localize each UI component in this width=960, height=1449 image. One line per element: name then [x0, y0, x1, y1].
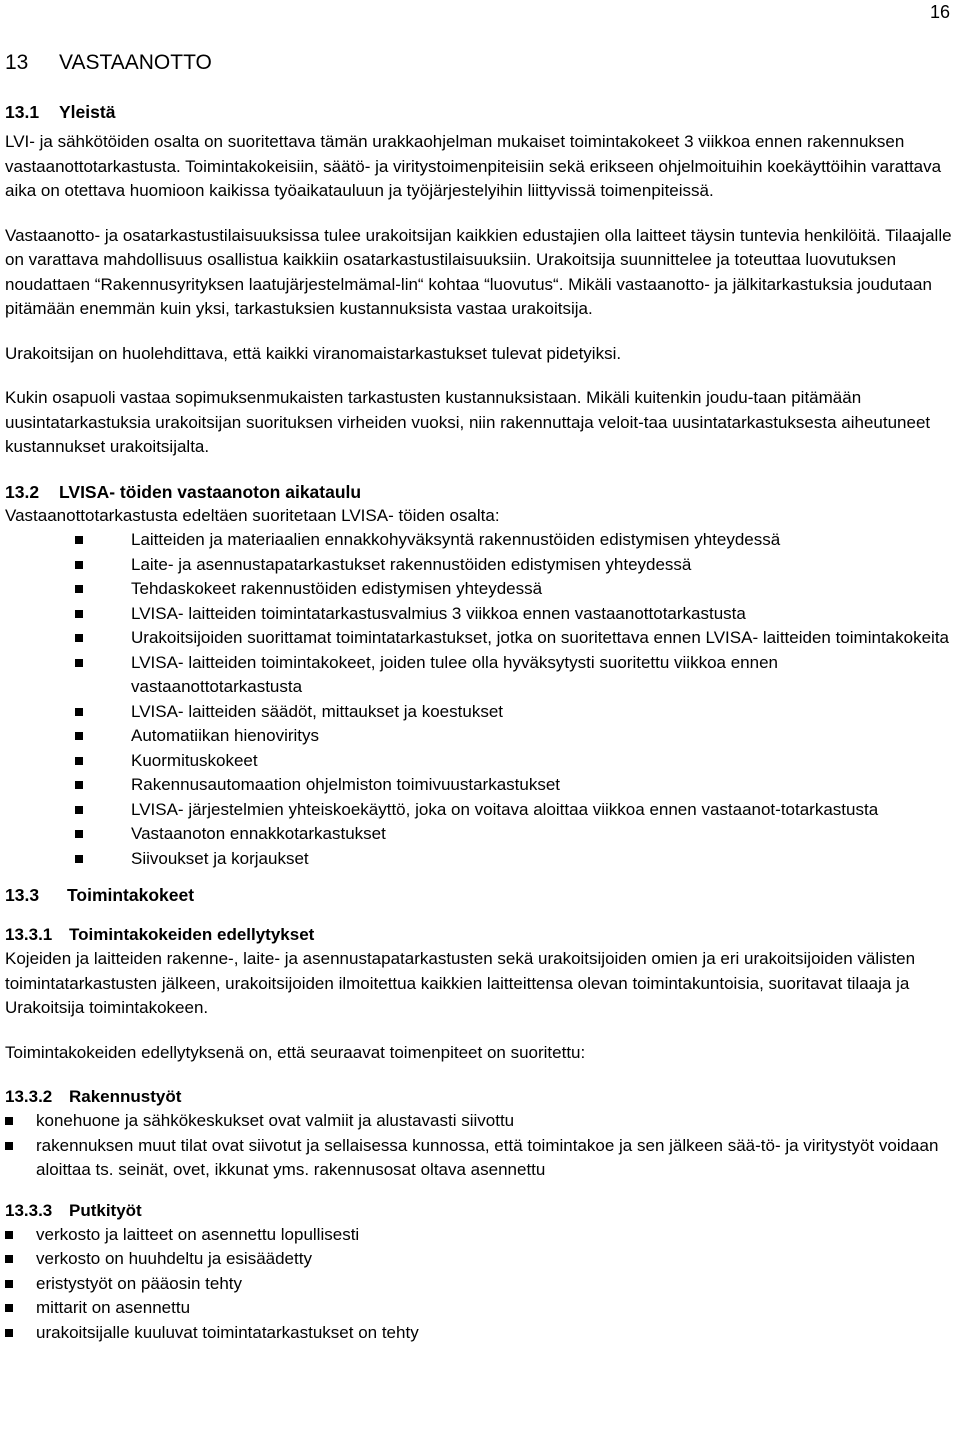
chapter-title: VASTAANOTTO [59, 51, 212, 74]
list-item: konehuone ja sähkökeskukset ovat valmiit ja alustavasti siivottu [5, 1109, 953, 1134]
bullet-list [5, 528, 953, 871]
list-item: Siivoukset ja korjaukset [5, 847, 953, 872]
list-item: eristystyöt on pääosin tehty [5, 1272, 953, 1297]
section-heading-13-2 [5, 480, 953, 504]
subsection-heading-13-3-2 [5, 1085, 953, 1109]
list-item: Vastaanoton ennakkotarkastukset [5, 822, 953, 847]
paragraph: Kukin osapuoli vastaa sopimuksenmukaisten tarkastusten kustannuksistaan. Mikäli kuitenkin joudu-taan pitämään uusintatarkastuksia urakoitsijan suorituksen virheiden vuoksi, niin rakennuttaja veloit-taa uusintatarkastuksesta aiheutuneet kustannukset urakoitsijalta. [5, 388, 931, 456]
section-number: 13.2 [5, 481, 40, 502]
list-item: Laite- ja asennustapatarkastukset rakennustöiden edistymisen yhteydessä [5, 553, 953, 578]
subsection-heading-13-3-3 [5, 1199, 953, 1223]
bullet-list [5, 1223, 953, 1346]
paragraph: Urakoitsijan on huolehdittava, että kaikki viranomaistarkastukset tulevat pidetyiksi. [5, 343, 622, 363]
page-content [5, 48, 953, 1345]
list-item: LVISA- laitteiden säädöt, mittaukset ja koestukset [5, 700, 953, 725]
paragraph: LVI- ja sähkötöiden osalta on suoritettava tämän urakkaohjelman mukaiset toimintakokeet 3 viikkoa ennen rakennuksen vastaanottotarkastusta. Toimintakokeisiin, säätö- ja viritystoimenpiteisiin sekä erikseen ohjelmoituihin koekäyttöihin varattava aika on otettava huomioon kaikissa työaikatauluun ja työjärjestelyihin liittyvissä toimenpiteissä. [5, 132, 942, 200]
subsection-heading-13-3-1 [5, 923, 953, 947]
section-heading-13-3 [5, 883, 953, 907]
list-item: Urakoitsijoiden suorittamat toimintatarkastukset, jotka on suoritettava ennen LVISA- laitteiden toimintakokeita [5, 626, 953, 651]
bullet-list [5, 1109, 953, 1183]
chapter-number: 13 [5, 51, 29, 74]
subsection-number: 13.3.2 [5, 1087, 53, 1106]
subsection-number: 13.3.3 [5, 1200, 53, 1220]
list-item: Kuormituskokeet [5, 749, 953, 774]
list-item: Laitteiden ja materiaalien ennakkohyväksyntä rakennustöiden edistymisen yhteydessä [5, 528, 953, 553]
list-item: LVISA- järjestelmien yhteiskoekäyttö, joka on voitava aloittaa viikkoa ennen vastaanot-totarkastusta [5, 798, 953, 823]
section-number: 13.1 [5, 102, 40, 122]
list-item: rakennuksen muut tilat ovat siivotut ja sellaisessa kunnossa, että toimintakoe ja sen jälkeen sää-tö- ja viritystyöt voidaan aloittaa ts. seinät, ovet, ikkunat yms. rakennusosat oltava asennettu [5, 1134, 953, 1183]
subsection-title: Toimintakokeiden edellytykset [69, 925, 315, 944]
list-item: verkosto on huuhdeltu ja esisäädetty [5, 1247, 953, 1272]
section-title: Toimintakokeet [67, 885, 195, 905]
paragraph: Kojeiden ja laitteiden rakenne-, laite- ja asennustapatarkastusten sekä urakoitsijoiden omien ja eri urakoitsijoiden välisten toimintatarkastusten jälkeen, urakoitsijoiden ilmoitettua kaikkien laitteittensa olevan toimintakuntoisia, suoritavat tilaaja ja Urakoitsija toimintakokeen. [5, 949, 916, 1017]
list-item: LVISA- laitteiden toimintakokeet, joiden tulee olla hyväksytysti suoritettu viikkoa ennen vastaanottotarkastusta [5, 651, 953, 700]
subsection-title: Rakennustyöt [69, 1087, 182, 1106]
list-item: Rakennusautomaation ohjelmiston toimivuustarkastukset [5, 773, 953, 798]
section-number: 13.3 [5, 885, 40, 905]
section-heading-13-1 [5, 100, 953, 124]
list-item: verkosto ja laitteet on asennettu lopullisesti [5, 1223, 953, 1248]
section-title: LVISA- töiden vastaanoton aikataulu [59, 481, 362, 502]
section-title: Yleistä [59, 102, 116, 122]
list-item: Automatiikan hienoviritys [5, 724, 953, 749]
list-intro: Vastaanottotarkastusta edeltäen suoritetaan LVISA- töiden osalta: [5, 505, 500, 525]
list-item: mittarit on asennettu [5, 1296, 953, 1321]
chapter-heading [5, 48, 953, 78]
subsection-title: Putkityöt [69, 1200, 142, 1220]
subsection-number: 13.3.1 [5, 925, 53, 944]
list-item: Tehdaskokeet rakennustöiden edistymisen yhteydessä [5, 577, 953, 602]
page-number: 16 [929, 2, 950, 22]
paragraph: Vastaanotto- ja osatarkastustilaisuuksissa tulee urakoitsijan kaikkien edustajien olla laitteet täysin tuntevia henkilöitä. Tilaajalle on varattava mahdollisuus osallistua kaikkiin osatarkastustilaisuuksiin. Urakoitsija suunnittelee ja toteuttaa luovutuksen noudattaen “Rakennusyrityksen laatujärjestelmämal-lin“ kohtaa “luovutus“. Mikäli vastaanotto- ja jälkitarkastuksia joudutaan pitämään enemmän kuin yksi, tarkastuksien kustannuksista vastaa urakoitsija. [5, 225, 952, 318]
paragraph: Toimintakokeiden edellytyksenä on, että seuraavat toimenpiteet on suoritettu: [5, 1042, 586, 1062]
list-item: urakoitsijalle kuuluvat toimintatarkastukset on tehty [5, 1321, 953, 1346]
list-item: LVISA- laitteiden toimintatarkastusvalmius 3 viikkoa ennen vastaanottotarkastusta [5, 602, 953, 627]
